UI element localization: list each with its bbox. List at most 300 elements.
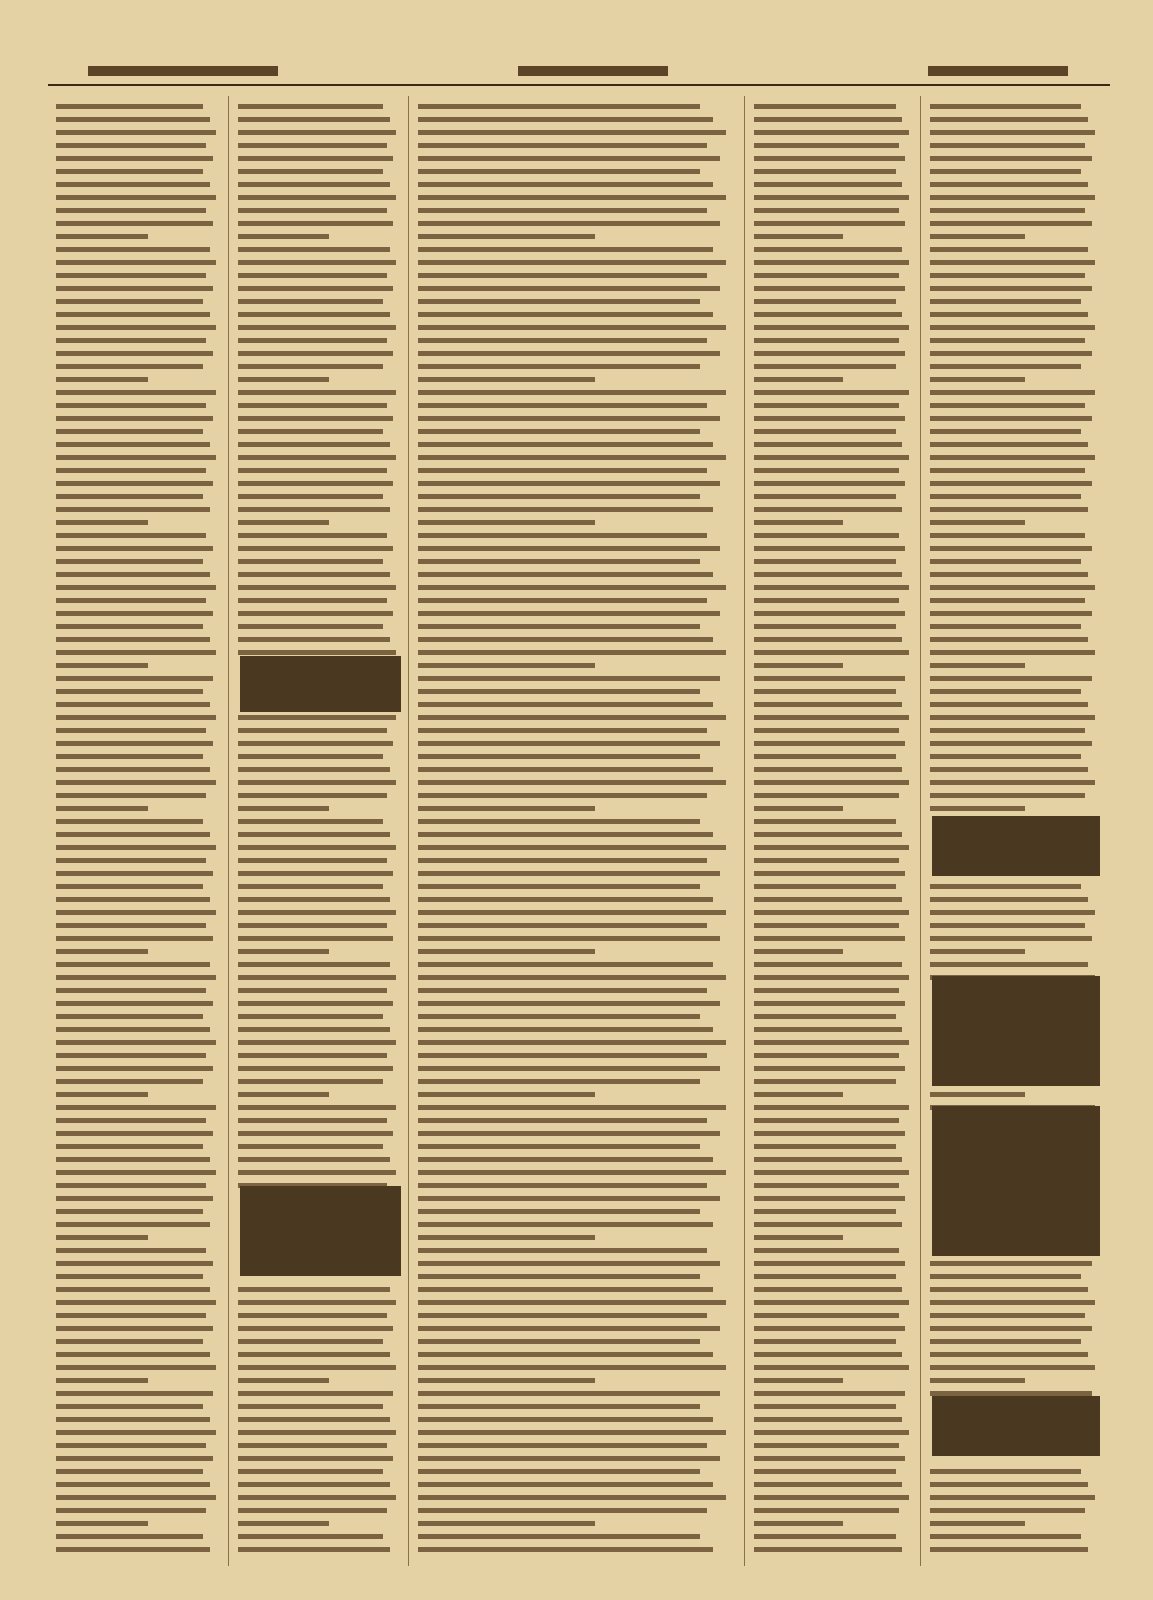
text-line (930, 1352, 1088, 1357)
text-line (754, 650, 909, 655)
text-line (418, 1014, 700, 1019)
text-line (754, 1339, 896, 1344)
text-line (754, 325, 909, 330)
text-line (418, 1053, 707, 1058)
text-line (930, 949, 1025, 954)
text-line (238, 130, 396, 135)
text-line (238, 1456, 393, 1461)
text-line (930, 559, 1081, 564)
column-3 (412, 96, 745, 1566)
text-line (238, 611, 393, 616)
text-line (930, 715, 1095, 720)
text-line (930, 312, 1088, 317)
text-line (754, 962, 902, 967)
text-line (56, 1365, 216, 1370)
text-line (418, 195, 726, 200)
text-line (418, 1183, 707, 1188)
text-line (56, 806, 148, 811)
text-line (930, 1313, 1085, 1318)
text-line (238, 1040, 396, 1045)
text-line (930, 260, 1095, 265)
text-line (930, 1261, 1092, 1266)
text-line (238, 260, 396, 265)
text-line (238, 143, 387, 148)
text-line (238, 338, 387, 343)
text-line (418, 221, 720, 226)
text-line (418, 1105, 726, 1110)
text-line (754, 923, 899, 928)
text-line (930, 169, 1081, 174)
text-line (238, 806, 329, 811)
text-line (754, 910, 909, 915)
text-line (56, 1183, 206, 1188)
text-line (56, 481, 213, 486)
text-line (56, 1157, 210, 1162)
masthead-right (928, 66, 1068, 76)
text-line (418, 286, 720, 291)
text-line (56, 1079, 203, 1084)
text-line (754, 195, 909, 200)
text-line (238, 715, 396, 720)
text-line (56, 533, 206, 538)
text-line (238, 1391, 393, 1396)
text-line (754, 299, 896, 304)
text-line (238, 1092, 329, 1097)
text-line (930, 923, 1085, 928)
text-line (418, 1001, 720, 1006)
text-line (930, 1469, 1081, 1474)
text-line (56, 1027, 210, 1032)
text-line (754, 507, 902, 512)
advertisement-block (932, 1106, 1100, 1256)
text-line (56, 1326, 213, 1331)
text-line (418, 1066, 720, 1071)
text-line (754, 1014, 896, 1019)
text-line (754, 169, 896, 174)
text-line (56, 416, 213, 421)
text-line (238, 195, 396, 200)
text-line (418, 1040, 726, 1045)
text-line (418, 1430, 726, 1435)
text-line (56, 377, 148, 382)
text-line (238, 897, 390, 902)
advertisement-block (240, 1186, 401, 1276)
text-line (418, 754, 700, 759)
text-line (930, 221, 1092, 226)
text-line (418, 1404, 700, 1409)
text-line (56, 1391, 213, 1396)
text-line (754, 1417, 902, 1422)
text-line (930, 351, 1092, 356)
text-line (930, 143, 1085, 148)
text-line (418, 429, 700, 434)
text-line (418, 793, 707, 798)
text-line (418, 806, 595, 811)
text-line (754, 1274, 896, 1279)
text-line (754, 260, 909, 265)
text-line (56, 156, 213, 161)
advertisement-block (932, 976, 1100, 1086)
text-line (418, 1417, 713, 1422)
text-line (56, 637, 210, 642)
text-line (56, 1170, 216, 1175)
text-line (754, 429, 896, 434)
text-line (418, 689, 700, 694)
text-line (754, 806, 843, 811)
text-line (238, 845, 396, 850)
text-line (754, 1482, 902, 1487)
text-line (930, 754, 1081, 759)
text-line (418, 884, 700, 889)
text-line (418, 1222, 713, 1227)
text-line (238, 1170, 396, 1175)
text-line (754, 858, 899, 863)
text-line (418, 650, 726, 655)
text-line (56, 130, 216, 135)
text-line (754, 1131, 905, 1136)
text-line (754, 949, 843, 954)
text-line (238, 208, 387, 213)
text-line (418, 559, 700, 564)
text-line (754, 1066, 905, 1071)
text-line (754, 1508, 899, 1513)
text-line (754, 1391, 905, 1396)
text-line (56, 1417, 210, 1422)
text-line (418, 325, 726, 330)
text-line (754, 442, 902, 447)
text-line (56, 624, 203, 629)
text-line (56, 1430, 216, 1435)
text-line (238, 1534, 383, 1539)
text-line (754, 416, 905, 421)
text-line (418, 377, 595, 382)
text-line (418, 1391, 720, 1396)
text-line (418, 780, 726, 785)
text-line (754, 1209, 896, 1214)
text-line (238, 1014, 383, 1019)
text-line (754, 208, 899, 213)
text-line (418, 1209, 700, 1214)
text-line (56, 923, 206, 928)
text-line (754, 1378, 843, 1383)
text-line (56, 1053, 206, 1058)
text-line (930, 767, 1088, 772)
text-line (56, 1105, 216, 1110)
text-line (56, 845, 216, 850)
text-line (418, 364, 700, 369)
text-line (754, 1027, 902, 1032)
text-line (56, 1313, 206, 1318)
text-line (754, 676, 905, 681)
text-line (418, 455, 726, 460)
text-line (56, 143, 206, 148)
text-line (56, 1287, 210, 1292)
text-line (930, 572, 1088, 577)
text-line (418, 390, 726, 395)
text-line (238, 871, 393, 876)
text-line (238, 390, 396, 395)
text-line (56, 1131, 213, 1136)
text-line (930, 286, 1092, 291)
text-line (754, 403, 899, 408)
text-line (754, 143, 899, 148)
text-line (754, 1469, 896, 1474)
text-line (238, 247, 390, 252)
text-line (930, 1534, 1081, 1539)
text-line (930, 247, 1088, 252)
text-line (56, 442, 210, 447)
text-line (238, 1378, 329, 1383)
text-line (56, 1378, 148, 1383)
text-line (56, 1352, 210, 1357)
text-line (930, 728, 1085, 733)
text-line (238, 533, 387, 538)
text-line (56, 260, 216, 265)
text-line (56, 338, 206, 343)
text-line (56, 195, 216, 200)
text-line (930, 1508, 1085, 1513)
text-line (238, 1495, 396, 1500)
text-line (238, 1118, 387, 1123)
text-line (754, 1222, 902, 1227)
text-line (238, 403, 387, 408)
text-line (418, 1157, 713, 1162)
text-line (238, 728, 387, 733)
text-line (238, 884, 383, 889)
text-line (754, 1495, 909, 1500)
text-line (418, 533, 707, 538)
text-line (754, 1235, 843, 1240)
text-line (418, 520, 595, 525)
text-line (238, 585, 396, 590)
text-line (238, 910, 396, 915)
text-line (418, 494, 700, 499)
text-line (754, 1079, 896, 1084)
text-line (754, 1170, 909, 1175)
text-line (56, 767, 210, 772)
text-line (418, 1170, 726, 1175)
text-line (930, 494, 1081, 499)
text-line (754, 1001, 905, 1006)
text-line (238, 767, 390, 772)
text-line (754, 1261, 905, 1266)
text-line (418, 1079, 700, 1084)
text-line (56, 702, 210, 707)
text-line (930, 130, 1095, 135)
text-line (56, 572, 210, 577)
text-line (754, 936, 905, 941)
text-line (930, 741, 1092, 746)
text-line (56, 832, 210, 837)
text-line (418, 1092, 595, 1097)
text-line (930, 273, 1085, 278)
text-line (754, 897, 902, 902)
text-line (930, 1547, 1088, 1552)
text-line (238, 364, 383, 369)
text-line (418, 858, 707, 863)
text-line (418, 1196, 720, 1201)
text-line (418, 546, 720, 551)
text-line (56, 325, 216, 330)
text-line (238, 1053, 387, 1058)
text-line (56, 897, 210, 902)
text-line (418, 416, 720, 421)
text-line (56, 1040, 216, 1045)
text-line (418, 1274, 700, 1279)
text-line (238, 299, 383, 304)
text-line (56, 104, 203, 109)
text-line (418, 572, 713, 577)
text-line (56, 1521, 148, 1526)
text-line (238, 936, 393, 941)
text-line (238, 1001, 393, 1006)
text-line (754, 637, 902, 642)
text-line (754, 871, 905, 876)
text-line (56, 1235, 148, 1240)
text-line (754, 767, 902, 772)
text-line (754, 156, 905, 161)
text-line (930, 1326, 1092, 1331)
advertisement-block (240, 656, 401, 712)
text-line (56, 312, 210, 317)
text-line (930, 884, 1081, 889)
text-line (754, 1326, 905, 1331)
text-line (238, 1287, 390, 1292)
text-line (754, 1300, 909, 1305)
text-line (238, 546, 393, 551)
text-line (238, 286, 393, 291)
text-line (238, 1404, 383, 1409)
text-line (56, 1209, 203, 1214)
text-line (418, 468, 707, 473)
text-line (238, 949, 329, 954)
text-line (754, 1404, 896, 1409)
text-line (754, 689, 896, 694)
text-line (56, 403, 206, 408)
text-line (418, 741, 720, 746)
text-line (418, 1443, 707, 1448)
column-5 (924, 96, 1108, 1566)
text-line (56, 1118, 206, 1123)
text-line (418, 1456, 720, 1461)
text-line (56, 169, 203, 174)
text-line (754, 572, 902, 577)
text-line (930, 624, 1081, 629)
text-line (930, 611, 1092, 616)
text-line (754, 1313, 899, 1318)
text-line (754, 624, 896, 629)
text-line (238, 1131, 393, 1136)
text-line (418, 507, 713, 512)
text-line (754, 182, 902, 187)
text-line (56, 390, 216, 395)
text-line (754, 1053, 899, 1058)
text-line (238, 1157, 390, 1162)
text-line (56, 1547, 210, 1552)
text-line (56, 247, 210, 252)
text-line (238, 819, 383, 824)
text-line (930, 533, 1085, 538)
text-line (754, 377, 843, 382)
text-line (56, 689, 203, 694)
text-line (238, 1417, 390, 1422)
text-line (754, 455, 909, 460)
advertisement-block (932, 1396, 1100, 1456)
text-line (754, 1105, 909, 1110)
text-line (418, 143, 707, 148)
text-line (754, 1456, 905, 1461)
text-line (754, 702, 902, 707)
text-line (754, 988, 899, 993)
text-line (238, 182, 390, 187)
text-line (238, 962, 390, 967)
text-line (930, 910, 1095, 915)
text-line (56, 1482, 210, 1487)
text-line (754, 728, 899, 733)
text-line (238, 832, 390, 837)
text-line (930, 585, 1095, 590)
text-line (418, 442, 713, 447)
text-line (754, 975, 909, 980)
text-line (418, 936, 720, 941)
text-line (238, 455, 396, 460)
text-line (930, 1274, 1081, 1279)
text-line (238, 754, 383, 759)
text-line (418, 1495, 726, 1500)
text-line (930, 637, 1088, 642)
text-line (418, 637, 713, 642)
text-line (56, 1196, 213, 1201)
text-line (238, 416, 393, 421)
text-line (238, 858, 387, 863)
text-line (56, 494, 203, 499)
text-line (418, 1027, 713, 1032)
text-line (238, 975, 396, 980)
text-line (238, 351, 393, 356)
text-line (56, 715, 216, 720)
text-line (238, 741, 393, 746)
text-line (930, 689, 1081, 694)
text-line (754, 286, 905, 291)
text-line (238, 1144, 383, 1149)
text-line (56, 208, 206, 213)
text-line (238, 1313, 387, 1318)
text-line (930, 104, 1081, 109)
text-line (930, 1495, 1095, 1500)
text-line (56, 741, 213, 746)
text-line (238, 234, 329, 239)
text-line (418, 949, 595, 954)
text-line (418, 1482, 713, 1487)
text-line (56, 611, 213, 616)
text-line (238, 988, 387, 993)
text-line (238, 156, 393, 161)
text-line (56, 585, 216, 590)
column-1 (50, 96, 229, 1566)
text-line (238, 1079, 383, 1084)
text-line (754, 1040, 909, 1045)
text-line (754, 481, 905, 486)
text-line (418, 975, 726, 980)
text-line (238, 650, 396, 655)
text-line (754, 1430, 909, 1435)
text-line (56, 221, 213, 226)
column-4 (748, 96, 921, 1566)
text-line (56, 793, 206, 798)
text-line (930, 1300, 1095, 1305)
text-line (238, 429, 383, 434)
text-line (754, 585, 909, 590)
